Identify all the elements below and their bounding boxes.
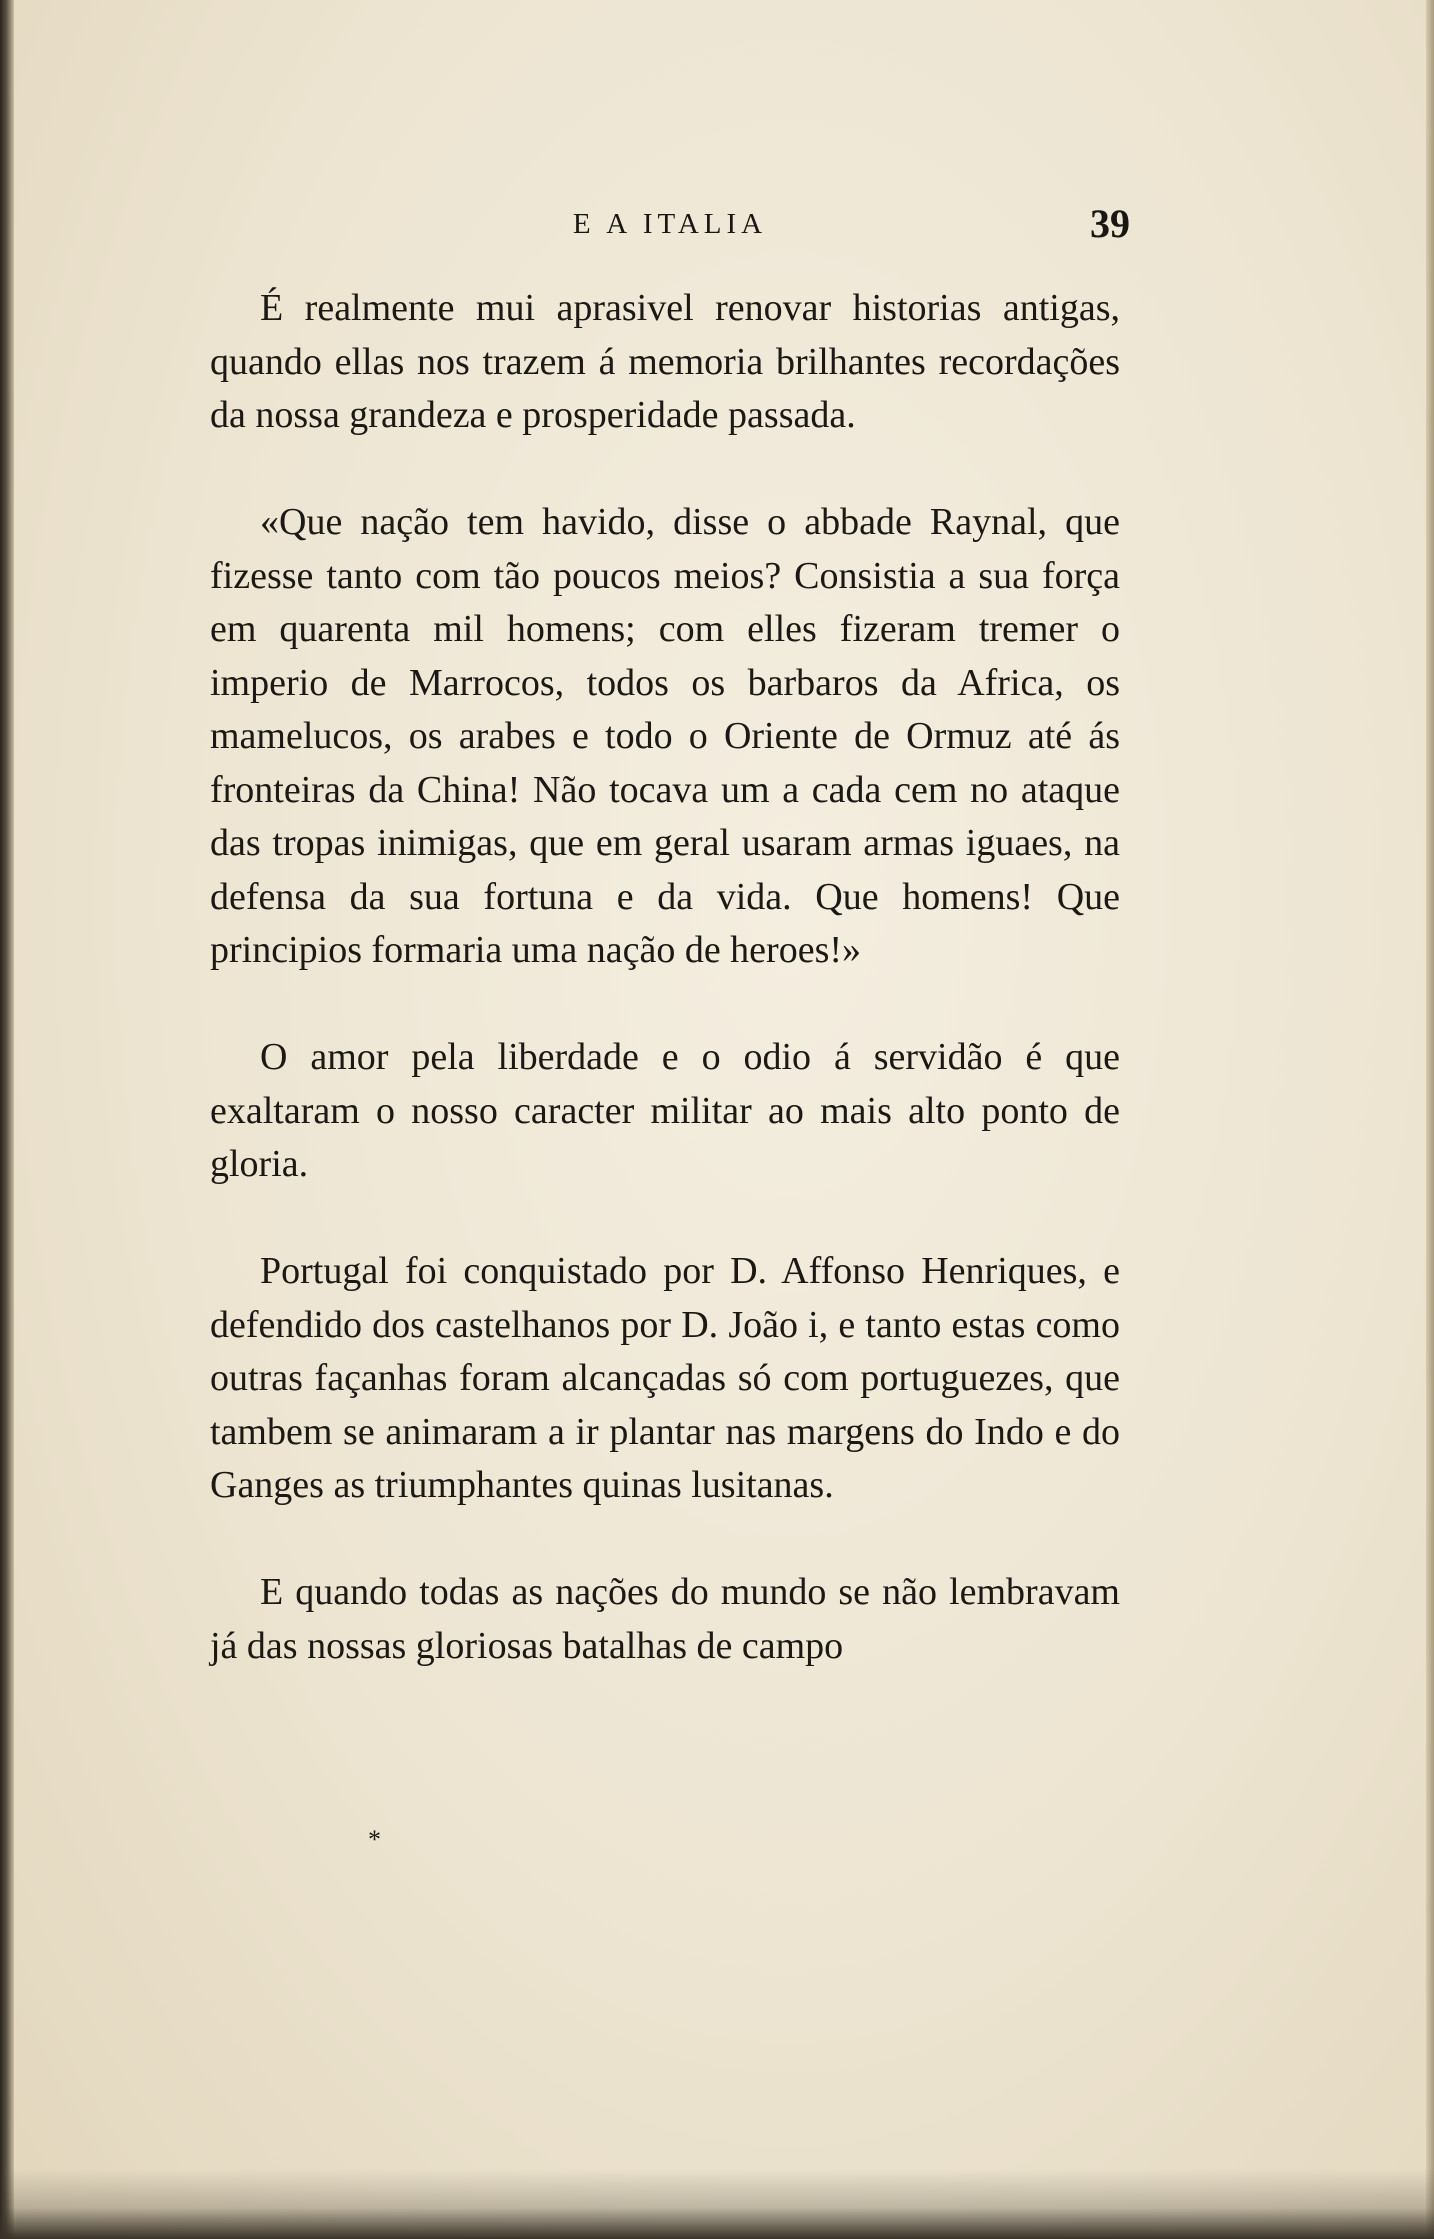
binding-edge — [0, 0, 14, 2239]
page-right-edge — [1426, 0, 1434, 2239]
paragraph-3: O amor pela liberdade e o odio á servidão é que exaltaram o nosso caracter militar ao mais alto ponto de gloria. — [210, 1036, 1120, 1185]
paragraph-1: É realmente mui aprasivel renovar historias antigas, quando ellas nos trazem á memoria brilhantes recordações da nossa grandeza e prosperidade passada. — [210, 287, 1120, 436]
running-head: E A ITALIA — [572, 208, 768, 240]
page-header — [210, 200, 1130, 250]
paragraph-2: «Que nação tem havido, disse o abbade Raynal, que fizesse tanto com tão poucos meios? Consistia a sua força em quarenta mil homens; com elles fizeram tremer o imperio de Marrocos, todos os barbaros da Africa, os mamelucos, os arabes e todo o Oriente de Ormuz até ás fronteiras da China! Não tocava um a cada cem no ataque das tropas inimigas, que em geral usaram armas iguaes, na defensa da sua fortuna e da vida. Que homens! Que principios formaria uma nação de heroes!» — [210, 501, 1120, 971]
body-text — [210, 282, 1120, 1673]
signature-mark: * — [368, 1825, 381, 1854]
page-bottom-edge — [0, 2169, 1434, 2239]
page-number: 39 — [1090, 201, 1130, 246]
paragraph-5: E quando todas as nações do mundo se não lembravam já das nossas gloriosas batalhas de campo — [210, 1571, 1120, 1667]
paragraph-4: Portugal foi conquistado por D. Affonso Henriques, e defendido dos castelhanos por D. João i, e tanto estas como outras façanhas foram alcançadas só com portuguezes, que tambem se animaram a ir plantar nas margens do Indo e do Ganges as triumphantes quinas lusitanas. — [210, 1250, 1120, 1506]
